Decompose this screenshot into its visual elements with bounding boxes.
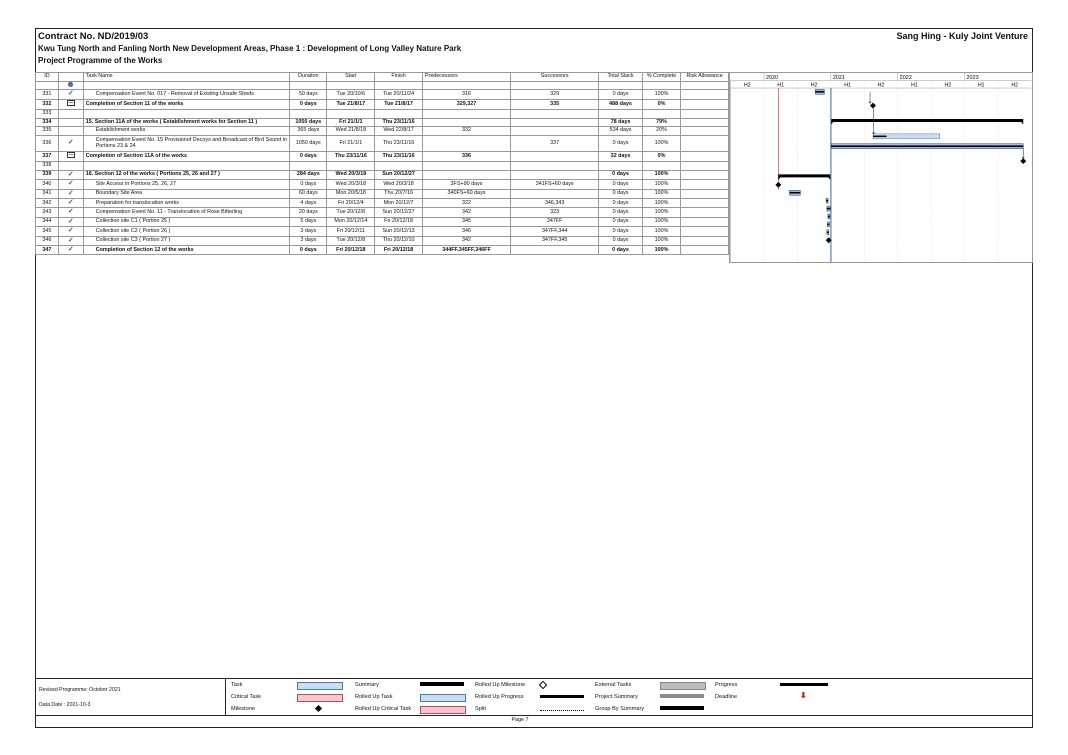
year-label: 2021 — [832, 74, 845, 81]
cell-successors: 337 — [511, 135, 599, 151]
col-successors[interactable]: Successors — [511, 73, 599, 82]
cell-id: 337 — [36, 151, 59, 161]
bar-342-progress — [826, 200, 828, 202]
cell-total-slack: 0 days — [599, 217, 643, 226]
table-row[interactable] — [36, 236, 729, 245]
half-label: H1 — [844, 82, 851, 89]
cell-risk — [681, 162, 729, 171]
cell-complete: 100% — [642, 236, 680, 245]
cell-successors: 347FF,344 — [511, 227, 599, 236]
cell-id: 342 — [36, 199, 59, 208]
legend-rolled-task-swatch — [420, 694, 466, 702]
legend-rolled-task-label: Rolled Up Task — [355, 694, 393, 700]
cell-task-name: Collection site C2 ( Portion 26 ) — [83, 227, 289, 236]
cell-risk — [681, 170, 729, 179]
project-title: Kwu Tung North and Fanling North New Development Areas, Phase 1 : Development of Long Valley Nature Park — [38, 44, 462, 53]
col-indicator[interactable] — [58, 73, 83, 82]
cell-finish: Sun 20/12/27 — [375, 208, 423, 217]
half-label: H1 — [911, 82, 918, 89]
cell-complete: 100% — [642, 135, 680, 151]
cell-complete: 100% — [642, 199, 680, 208]
col-id[interactable]: ID — [36, 73, 59, 82]
cell-indicator — [58, 135, 83, 151]
cell-id: 347 — [36, 246, 59, 255]
cell-predecessors — [422, 118, 510, 127]
cell-total-slack — [599, 162, 643, 171]
cell-successors: 335 — [511, 99, 599, 109]
col-risk[interactable]: Risk Allowance — [681, 73, 729, 82]
cell-predecessors: 3FS+90 days — [422, 180, 510, 189]
cell-task-name: 15. Section 11A of the works ( Establishment works for Section 11 ) — [83, 118, 289, 127]
table-row[interactable] — [36, 118, 729, 127]
table-row[interactable] — [36, 217, 729, 226]
cell-total-slack: 0 days — [599, 208, 643, 217]
note-icon — [67, 100, 75, 106]
col-finish[interactable]: Finish — [375, 73, 423, 82]
legend-external-label: External Tasks — [595, 682, 632, 688]
cell-indicator — [58, 99, 83, 109]
data-date: Data Date : 2021-10-3 — [39, 702, 91, 708]
bar-345-progress — [827, 224, 829, 226]
bar-331-progress — [815, 91, 824, 93]
table-row[interactable] — [36, 246, 729, 255]
cell-duration: 0 days — [290, 246, 327, 255]
cell-indicator — [58, 170, 83, 179]
cell-predecessors: 316 — [422, 90, 510, 99]
half-label: H2 — [744, 82, 751, 89]
cell-risk — [681, 110, 729, 119]
cell-risk — [681, 135, 729, 151]
cell-finish: Thu 23/11/16 — [375, 151, 423, 161]
col-duration[interactable]: Duration — [290, 73, 327, 82]
cell-start: Wed 20/3/18 — [327, 170, 375, 179]
cell-total-slack: 0 days — [599, 189, 643, 198]
cell-total-slack: 0 days — [599, 180, 643, 189]
cell-successors — [511, 127, 599, 136]
cell-complete: 0% — [642, 151, 680, 161]
table-row[interactable] — [36, 151, 729, 161]
cell-complete: 100% — [642, 217, 680, 226]
cell-total-slack: 0 days — [599, 199, 643, 208]
cell-id: 344 — [36, 217, 59, 226]
cell-start: Mon 20/12/14 — [327, 217, 375, 226]
cell-id: 339 — [36, 170, 59, 179]
cell-total-slack: 0 days — [599, 236, 643, 245]
half-label: H2 — [1011, 82, 1018, 89]
cell-task-name: Collection site C1 ( Portion 25 ) — [83, 217, 289, 226]
legend-rolled-progress-swatch — [540, 695, 584, 698]
cell-successors — [511, 170, 599, 179]
cell-risk — [681, 199, 729, 208]
cell-start — [327, 162, 375, 171]
summary-339 — [778, 174, 830, 179]
cell-start: Mon 20/5/18 — [327, 189, 375, 198]
cell-successors: 329 — [511, 90, 599, 99]
cell-complete: 100% — [642, 90, 680, 99]
legend-group-summary-label: Group By Summary — [595, 706, 645, 712]
cell-indicator — [58, 90, 83, 99]
cell-start: Fri 20/12/18 — [327, 246, 375, 255]
cell-indicator — [58, 227, 83, 236]
cell-risk — [681, 236, 729, 245]
cell-finish: Fri 20/12/18 — [375, 217, 423, 226]
cell-predecessors — [422, 135, 510, 151]
legend-summary-label: Summary — [355, 682, 379, 688]
legend-milestone-label: Milestone — [231, 706, 255, 712]
cell-finish: Thu 23/11/16 — [375, 135, 423, 151]
cell-predecessors: 346 — [422, 227, 510, 236]
legend-rolled-critical-swatch — [420, 706, 466, 714]
cell-task-name: Collection site C3 ( Portion 27 ) — [83, 236, 289, 245]
cell-finish: Tue 21/8/17 — [375, 99, 423, 109]
legend-external-swatch — [660, 682, 706, 690]
cell-task-name — [83, 110, 289, 119]
cell-duration: 284 days — [290, 170, 327, 179]
cell-indicator — [58, 208, 83, 217]
year-label: 2023 — [966, 74, 979, 81]
legend-group-summary-swatch — [660, 706, 704, 710]
table-row[interactable] — [36, 110, 729, 119]
check-icon: ✓ — [67, 189, 74, 197]
cell-risk — [681, 118, 729, 127]
cell-task-name: Boundary Site Area — [83, 189, 289, 198]
cell-successors — [511, 118, 599, 127]
cell-indicator — [58, 189, 83, 198]
col-predecessors[interactable]: Predecessors — [422, 73, 510, 82]
cell-complete: 0% — [642, 99, 680, 109]
cell-task-name: Site Access in Portions 25, 26, 27 — [83, 180, 289, 189]
cell-finish — [375, 110, 423, 119]
cell-id: 332 — [36, 99, 59, 109]
cell-total-slack: 0 days — [599, 90, 643, 99]
cell-total-slack: 32 days — [599, 151, 643, 161]
check-icon: ✓ — [67, 236, 74, 244]
cell-id: 335 — [36, 127, 59, 136]
cell-start: Wed 21/8/18 — [327, 127, 375, 136]
cell-indicator — [58, 110, 83, 119]
cell-duration: 0 days — [290, 99, 327, 109]
check-icon: ✓ — [67, 180, 74, 188]
legend-critical-label: Critical Task — [231, 694, 262, 700]
check-icon: ✓ — [67, 90, 74, 98]
cell-predecessors: 336 — [422, 151, 510, 161]
legend-rolled-milestone-swatch — [539, 681, 547, 689]
cell-start: Tue 20/10/6 — [327, 90, 375, 99]
cell-duration: 1050 days — [290, 135, 327, 151]
cell-predecessors: 345 — [422, 217, 510, 226]
legend-critical-swatch — [297, 694, 343, 702]
table-row[interactable] — [36, 90, 729, 99]
half-label: H2 — [944, 82, 952, 89]
cell-id: 345 — [36, 227, 59, 236]
cell-total-slack: 0 days — [599, 227, 643, 236]
cell-risk — [681, 180, 729, 189]
cell-complete: 100% — [642, 208, 680, 217]
revised-programme: Revised Programme: October 2021 — [39, 687, 121, 693]
cell-successors: 347FF — [511, 217, 599, 226]
info-icon: i — [68, 82, 73, 87]
cell-id: 338 — [36, 162, 59, 171]
cell-predecessors — [422, 110, 510, 119]
cell-risk — [681, 127, 729, 136]
table-row[interactable] — [36, 189, 729, 198]
cell-duration: 20 days — [290, 208, 327, 217]
cell-predecessors: 322 — [422, 199, 510, 208]
cell-id: 331 — [36, 90, 59, 99]
check-icon: ✓ — [67, 227, 74, 235]
cell-successors: 346,343 — [511, 199, 599, 208]
cell-id: 343 — [36, 208, 59, 217]
cell-finish: Tue 20/11/24 — [375, 90, 423, 99]
cell-successors — [511, 246, 599, 255]
half-label: H2 — [810, 82, 818, 89]
cell-indicator — [58, 127, 83, 136]
cell-indicator — [58, 180, 83, 189]
cell-complete: 100% — [642, 227, 680, 236]
cell-indicator — [58, 151, 83, 161]
cell-finish: Sun 20/12/13 — [375, 227, 423, 236]
cell-risk — [681, 151, 729, 161]
cell-duration: 5 days — [290, 217, 327, 226]
cell-finish: Sun 20/12/27 — [375, 170, 423, 179]
cell-risk — [681, 246, 729, 255]
cell-start: Fri 20/12/11 — [327, 227, 375, 236]
cell-indicator — [58, 162, 83, 171]
half-label: H1 — [977, 82, 985, 89]
legend-split-label: Split — [475, 706, 486, 712]
cell-predecessors — [422, 162, 510, 171]
legend-summary-swatch — [420, 682, 464, 686]
link-329-332-head — [869, 102, 872, 104]
table-row[interactable] — [36, 135, 729, 151]
cell-total-slack: 534 days — [599, 127, 643, 136]
check-icon: ✓ — [67, 199, 74, 206]
cell-total-slack: 488 days — [599, 99, 643, 109]
cell-duration: 50 days — [290, 90, 327, 99]
cell-start: Tue 21/8/17 — [327, 99, 375, 109]
cell-complete: 100% — [642, 246, 680, 255]
cell-risk — [681, 99, 729, 109]
check-icon: ✓ — [67, 170, 74, 178]
cell-duration: 3 days — [290, 227, 327, 236]
cell-id: 340 — [36, 180, 59, 189]
cell-start: Fri 21/1/1 — [327, 135, 375, 151]
cell-finish: Thu 20/12/10 — [375, 236, 423, 245]
note-icon — [67, 152, 75, 158]
legend-milestone-swatch — [315, 705, 322, 712]
half-label: H2 — [877, 82, 885, 89]
legend-split-swatch — [540, 710, 584, 711]
cell-start — [327, 110, 375, 119]
cell-duration: 365 days — [290, 127, 327, 136]
year-label: 2022 — [899, 74, 912, 81]
cell-id: 333 — [36, 110, 59, 119]
cell-successors — [511, 151, 599, 161]
cell-start: Thu 23/11/16 — [327, 151, 375, 161]
cell-complete: 20% — [642, 127, 680, 136]
milestone-332 — [870, 103, 876, 109]
col-total-slack[interactable]: Total Slack — [599, 73, 643, 82]
table-row[interactable] — [36, 162, 729, 171]
cell-start: Fri 21/1/1 — [327, 118, 375, 127]
table-row[interactable] — [36, 180, 729, 189]
cell-complete: 100% — [642, 170, 680, 179]
check-icon: ✓ — [67, 208, 74, 216]
half-label: H1 — [777, 82, 785, 89]
cell-id: 341 — [36, 189, 59, 198]
cell-task-name: Preparation for translocation works — [83, 199, 289, 208]
cell-complete: 100% — [642, 189, 680, 198]
cell-total-slack: 0 days — [599, 135, 643, 151]
cell-task-name: Compensation Event No. 15 Provisionof Decoys and Broadcast of Bird Sound in Portions 23 & 24 — [83, 135, 289, 151]
cell-predecessors — [422, 170, 510, 179]
cell-duration: 0 days — [290, 151, 327, 161]
year-label: 2020 — [765, 74, 779, 81]
cell-start: Tue 20/12/8 — [327, 236, 375, 245]
cell-finish: Wed 20/3/18 — [375, 180, 423, 189]
cell-duration: 0 days — [290, 180, 327, 189]
cell-id: 334 — [36, 118, 59, 127]
cell-indicator — [58, 199, 83, 208]
bar-344-progress — [828, 216, 830, 218]
cell-successors — [511, 189, 599, 198]
cell-predecessors: 332 — [422, 127, 510, 136]
summary-334 — [831, 119, 1023, 124]
table-row[interactable] — [36, 99, 729, 109]
check-icon: ✓ — [67, 217, 74, 225]
cell-complete — [642, 110, 680, 119]
cell-predecessors: 329,327 — [422, 99, 510, 109]
contract-number: Contract No. ND/2019/03 — [38, 31, 149, 42]
cell-id: 336 — [36, 135, 59, 151]
cell-duration: 60 days — [290, 189, 327, 198]
cell-indicator — [58, 217, 83, 226]
link-336-337-head — [1022, 157, 1025, 159]
cell-finish: Fri 20/12/18 — [375, 246, 423, 255]
legend-project-summary-label: Project Summary — [595, 694, 638, 700]
cell-total-slack — [599, 110, 643, 119]
cell-task-name — [83, 162, 289, 171]
cell-start: Tue 20/12/8 — [327, 208, 375, 217]
cell-complete — [642, 162, 680, 171]
deadline-arrow-icon: ⬇ — [800, 691, 807, 700]
task-table — [35, 72, 729, 255]
cell-successors: 341FS+60 days — [511, 180, 599, 189]
cell-task-name: Establishment works — [83, 127, 289, 136]
bar-346-progress — [827, 232, 829, 234]
cell-indicator — [58, 246, 83, 255]
cell-duration: 1050 days — [290, 118, 327, 127]
legend-task-swatch — [297, 682, 343, 690]
cell-total-slack: 0 days — [599, 170, 643, 179]
cell-risk — [681, 90, 729, 99]
check-icon: ✓ — [67, 139, 74, 147]
cell-risk — [681, 189, 729, 198]
table-row[interactable] — [36, 127, 729, 136]
cell-predecessors: 344FF,345FF,346FF — [422, 246, 510, 255]
cell-risk — [681, 227, 729, 236]
cell-duration — [290, 162, 327, 171]
gantt-chart — [729, 72, 1033, 263]
cell-finish: Wed 22/8/17 — [375, 127, 423, 136]
legend-progress-swatch — [780, 683, 828, 686]
cell-successors: 323 — [511, 208, 599, 217]
bar-343-progress — [827, 208, 830, 210]
legend-rolled-milestone-label: Rolled Up Milestone — [475, 682, 526, 688]
legend — [35, 678, 1033, 716]
cell-duration: 4 days — [290, 199, 327, 208]
cell-start: Fri 20/12/4 — [327, 199, 375, 208]
cell-finish: Thu 23/11/16 — [375, 118, 423, 127]
legend-project-summary-swatch — [660, 694, 704, 698]
cell-total-slack: 0 days — [599, 246, 643, 255]
cell-task-name: Compensation Event No. 017 - Removal of Existing Unsafe Sheds — [83, 90, 289, 99]
cell-id: 346 — [36, 236, 59, 245]
milestone-340 — [775, 182, 781, 188]
bar-341-progress — [790, 192, 801, 194]
cell-duration — [290, 110, 327, 119]
legend-rolled-critical-label: Rolled Up Critical Task — [355, 706, 412, 712]
bar-336-progress — [831, 145, 1023, 147]
cell-predecessors: 340FS+60 days — [422, 189, 510, 198]
table-row[interactable] — [36, 227, 729, 236]
cell-risk — [681, 208, 729, 217]
cell-task-name: 16. Section 12 of the works ( Portions 25, 26 and 27 ) — [83, 170, 289, 179]
cell-indicator — [58, 118, 83, 127]
cell-successors: 347FF,345 — [511, 236, 599, 245]
cell-predecessors: 342 — [422, 236, 510, 245]
legend-rolled-progress-label: Rolled Up Progress — [475, 694, 524, 700]
cell-total-slack: 78 days — [599, 118, 643, 127]
cell-task-name: Completion of Section 11A of the works — [83, 151, 289, 161]
cell-successors — [511, 162, 599, 171]
cell-task-name: Compensation Event No. 11 - Translocation of Rose Bitterling — [83, 208, 289, 217]
company-name: Sang Hing - Kuly Joint Venture — [896, 31, 1028, 41]
cell-start: Wed 20/3/18 — [327, 180, 375, 189]
legend-progress-label: Progress — [715, 682, 738, 688]
bar-335-progress — [873, 136, 886, 138]
col-start[interactable]: Start — [327, 73, 375, 82]
col-complete[interactable]: % Complete — [642, 73, 680, 82]
cell-complete: 79% — [642, 118, 680, 127]
table-row[interactable] — [36, 199, 729, 208]
check-icon: ✓ — [67, 246, 74, 254]
programme-title: Project Programme of the Works — [38, 56, 163, 65]
cell-task-name: Completion of Section 12 of the works — [83, 246, 289, 255]
page-number: Page 7 — [511, 717, 529, 723]
cell-predecessors: 342 — [422, 208, 510, 217]
cell-risk — [681, 217, 729, 226]
col-task-name[interactable]: Task Name — [83, 73, 289, 82]
cell-finish: Mon 20/12/7 — [375, 199, 423, 208]
table-row[interactable] — [36, 170, 729, 179]
cell-finish — [375, 162, 423, 171]
table-row[interactable] — [36, 208, 729, 217]
legend-task-label: Task — [231, 682, 243, 688]
cell-duration: 3 days — [290, 236, 327, 245]
cell-successors — [511, 110, 599, 119]
cell-task-name: Completion of Section 11 of the works — [83, 99, 289, 109]
legend-deadline-label: Deadline — [715, 694, 738, 700]
cell-finish: Thu 20/7/16 — [375, 189, 423, 198]
cell-complete: 100% — [642, 180, 680, 189]
cell-indicator — [58, 236, 83, 245]
